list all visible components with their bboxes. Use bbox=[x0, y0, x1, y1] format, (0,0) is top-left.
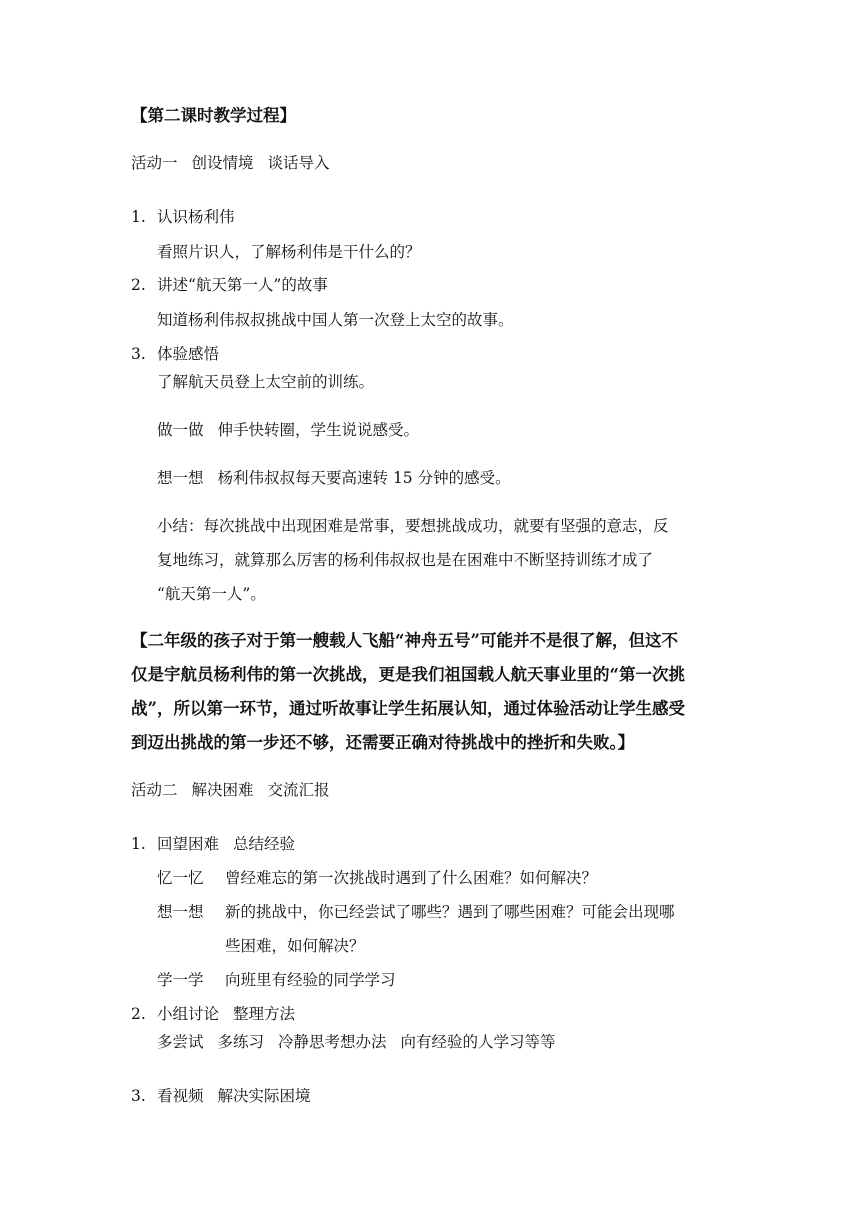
learn-line bbox=[157, 970, 396, 990]
method-item: 冷静思考想办法 bbox=[278, 1033, 387, 1051]
recall-label: 忆一忆 bbox=[157, 869, 204, 887]
item-number: 2. bbox=[131, 276, 146, 294]
activity1-part1: 创设情境 bbox=[191, 154, 254, 172]
summary-line-3: “航天第一人”。 bbox=[157, 585, 266, 603]
think-label: 想一想 bbox=[157, 903, 204, 921]
list-item bbox=[131, 1086, 311, 1106]
item-title: 小组讨论 bbox=[157, 1005, 220, 1023]
item-detail: 看照片识人，了解杨利伟是干什么的？ bbox=[157, 243, 421, 261]
item-title: 看视频 bbox=[157, 1087, 204, 1105]
item-subtitle: 整理方法 bbox=[233, 1005, 296, 1023]
item-number: 2. bbox=[131, 1005, 146, 1023]
summary-line-2: 复地练习，就算那么厉害的杨利伟叔叔也是在困难中不断坚持训练才成了 bbox=[157, 551, 654, 569]
activity2-part2: 交流汇报 bbox=[267, 781, 330, 799]
method-item: 多练习 bbox=[217, 1033, 265, 1051]
item-title: 回望困难 bbox=[157, 835, 220, 853]
activity2-part1: 解决困难 bbox=[191, 781, 254, 799]
item-detail: 知道杨利伟叔叔挑战中国人第一次登上太空的故事。 bbox=[157, 311, 514, 329]
do-it-label: 做一做 bbox=[157, 421, 204, 439]
item-subtitle: 总结经验 bbox=[233, 835, 296, 853]
think-it-label: 想一想 bbox=[157, 469, 204, 487]
item-title: 讲述“航天第一人”的故事 bbox=[157, 276, 328, 294]
methods-line bbox=[157, 1032, 556, 1052]
learn-label: 学一学 bbox=[157, 971, 204, 989]
summary-line-1: 小结：每次挑战中出现困难是常事，要想挑战成功，就要有坚强的意志，反 bbox=[157, 517, 669, 535]
section-heading: 【第二课时教学过程】 bbox=[131, 106, 296, 125]
note-line-3: 战”，所以第一环节，通过听故事让学生拓展认知，通过体验活动让学生感受 bbox=[131, 699, 685, 718]
item-subtitle: 解决实际困境 bbox=[217, 1087, 311, 1105]
item-number: 3. bbox=[131, 1087, 146, 1105]
activity2-heading bbox=[131, 780, 330, 800]
do-it-line bbox=[157, 420, 419, 440]
recall-text: 曾经难忘的第一次挑战时遇到了什么困难？如何解决？ bbox=[225, 869, 598, 887]
method-item: 向有经验的人学习等等 bbox=[400, 1033, 556, 1051]
think-text: 新的挑战中，你已经尝试了哪些？遇到了哪些困难？可能会出现哪 bbox=[225, 903, 675, 921]
note-line-4: 到迈出挑战的第一步还不够，还需要正确对待挑战中的挫折和失败。】 bbox=[131, 733, 635, 752]
recall-line bbox=[157, 868, 597, 888]
activity2-label: 活动二 bbox=[131, 781, 178, 799]
activity1-part2: 谈话导入 bbox=[267, 154, 330, 172]
list-item bbox=[131, 207, 235, 227]
note-line-2: 仅是宇航员杨利伟的第一次挑战，更是我们祖国载人航天事业里的“第一次挑 bbox=[131, 665, 685, 684]
activity1-label: 活动一 bbox=[131, 154, 178, 172]
item-number: 3. bbox=[131, 345, 146, 363]
note-line-1: 【二年级的孩子对于第一艘载人飞船“神舟五号”可能并不是很了解，但这不 bbox=[131, 631, 678, 650]
item-detail: 了解航天员登上太空前的训练。 bbox=[157, 373, 375, 391]
item-title: 认识杨利伟 bbox=[157, 208, 235, 226]
activity1-heading bbox=[131, 153, 330, 173]
item-number: 1. bbox=[131, 835, 146, 853]
think-text-continued: 些困难，如何解决？ bbox=[225, 937, 365, 955]
item-number: 1. bbox=[131, 208, 146, 226]
think-line bbox=[157, 902, 675, 922]
list-item bbox=[131, 1004, 295, 1024]
do-it-text: 伸手快转圈，学生说说感受。 bbox=[217, 421, 420, 439]
item-title: 体验感悟 bbox=[157, 345, 220, 363]
think-it-line bbox=[157, 468, 511, 488]
list-item bbox=[131, 834, 295, 854]
list-item bbox=[131, 344, 219, 364]
list-item bbox=[131, 275, 328, 295]
method-item: 多尝试 bbox=[157, 1033, 204, 1051]
learn-text: 向班里有经验的同学学习 bbox=[225, 971, 396, 989]
think-it-text: 杨利伟叔叔每天要高速转 15 分钟的感受。 bbox=[217, 469, 511, 487]
